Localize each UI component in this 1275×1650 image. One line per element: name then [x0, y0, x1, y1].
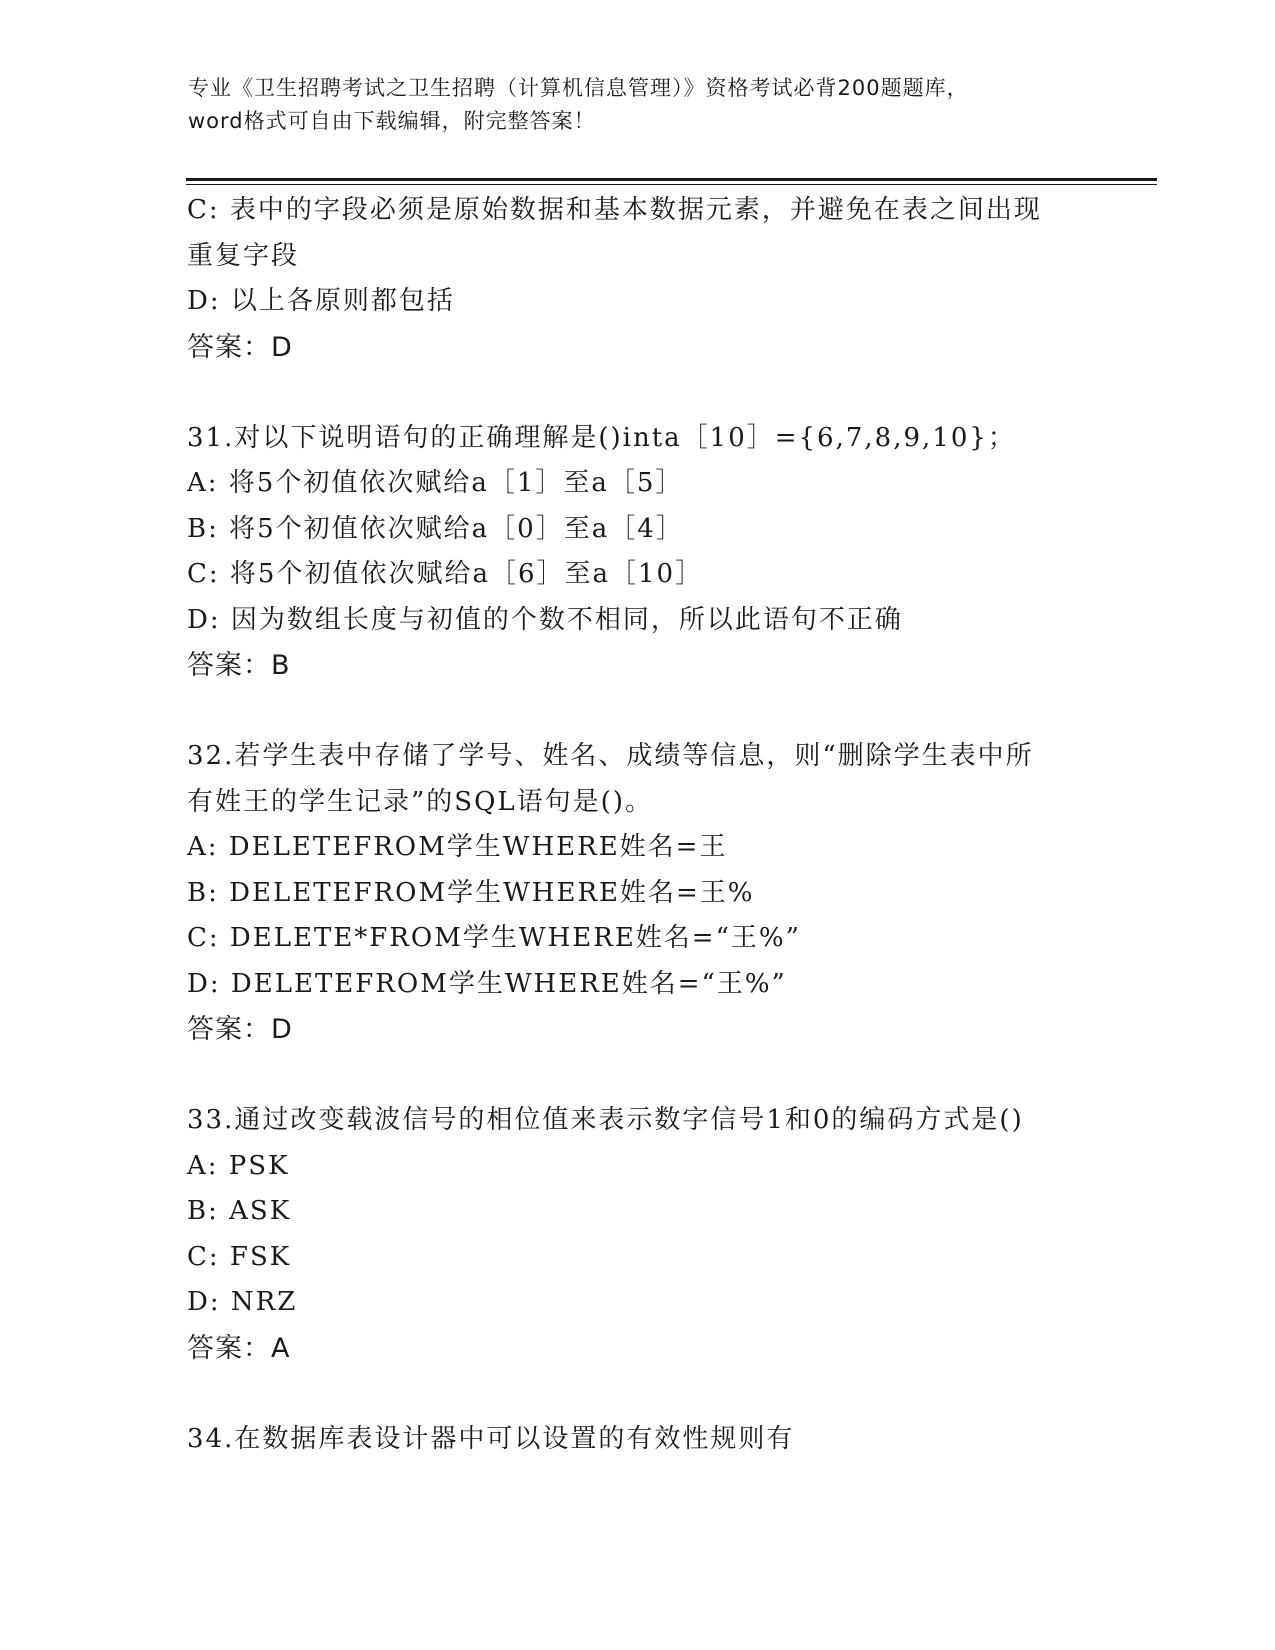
option-c: C: 将5个初值依次赋给a［6］至a［10］: [187, 559, 704, 589]
answer-label: 答案：A: [187, 1332, 291, 1364]
option-d: D: 以上各原则都包括: [187, 286, 455, 316]
answer-label: 答案：B: [187, 650, 291, 681]
header-divider-thick: [186, 178, 1157, 181]
header-divider-thin: [186, 184, 1157, 185]
spacer: [187, 370, 1107, 416]
question-text: 34.在数据库表设计器中可以设置的有效性规则有: [187, 1423, 795, 1454]
question-33: [187, 1098, 1107, 1371]
option-c: C: 表中的字段必须是原始数据和基本数据元素，并避免在表之间出现: [187, 195, 1042, 225]
option-a: A: DELETEFROM学生WHERE姓名=王: [187, 832, 728, 862]
question-text-continued: 有姓王的学生记录”的SQL语句是()。: [187, 786, 653, 817]
question-list: [187, 188, 1107, 1462]
question-text: 33.通过改变载波信号的相位值来表示数字信号1和0的编码方式是(): [187, 1105, 1024, 1135]
option-a: A: 将5个初值依次赋给a［1］至a［5］: [187, 468, 684, 498]
document-header: [188, 72, 1088, 138]
spacer: [187, 1053, 1107, 1099]
question-34: [187, 1417, 1107, 1463]
question-text: 31.对以下说明语句的正确理解是()inta［10］={6,7,8,9,10}；: [187, 422, 1016, 453]
answer-label: 答案：D: [187, 1014, 293, 1045]
question-31: [187, 416, 1107, 689]
question-text: 32.若学生表中存储了学号、姓名、成绩等信息，则“删除学生表中所: [187, 741, 1034, 771]
spacer: [187, 1371, 1107, 1417]
option-b: B: ASK: [187, 1196, 292, 1226]
option-c-continued: 重复字段: [187, 240, 300, 271]
header-title-line-2: word格式可自由下载编辑，附完整答案！: [188, 109, 596, 133]
spacer: [187, 689, 1107, 735]
option-c: C: FSK: [187, 1241, 292, 1272]
header-title-line-1: 专业《卫生招聘考试之卫生招聘（计算机信息管理）》资格考试必背200题题库，: [188, 76, 969, 100]
option-b: B: DELETEFROM学生WHERE姓名=王%: [187, 877, 755, 908]
option-d: D: NRZ: [187, 1287, 298, 1317]
option-d: D: 因为数组长度与初值的个数不相同，所以此语句不正确: [187, 604, 903, 635]
option-d: D: DELETEFROM学生WHERE姓名=“王%”: [187, 968, 787, 999]
question-32: [187, 734, 1107, 1053]
option-a: A: PSK: [187, 1150, 290, 1181]
answer-label: 答案：D: [187, 331, 293, 363]
question-30-tail: [187, 188, 1107, 370]
option-b: B: 将5个初值依次赋给a［0］至a［4］: [187, 513, 684, 544]
option-c: C: DELETE*FROM学生WHERE姓名=“王%”: [187, 923, 801, 953]
